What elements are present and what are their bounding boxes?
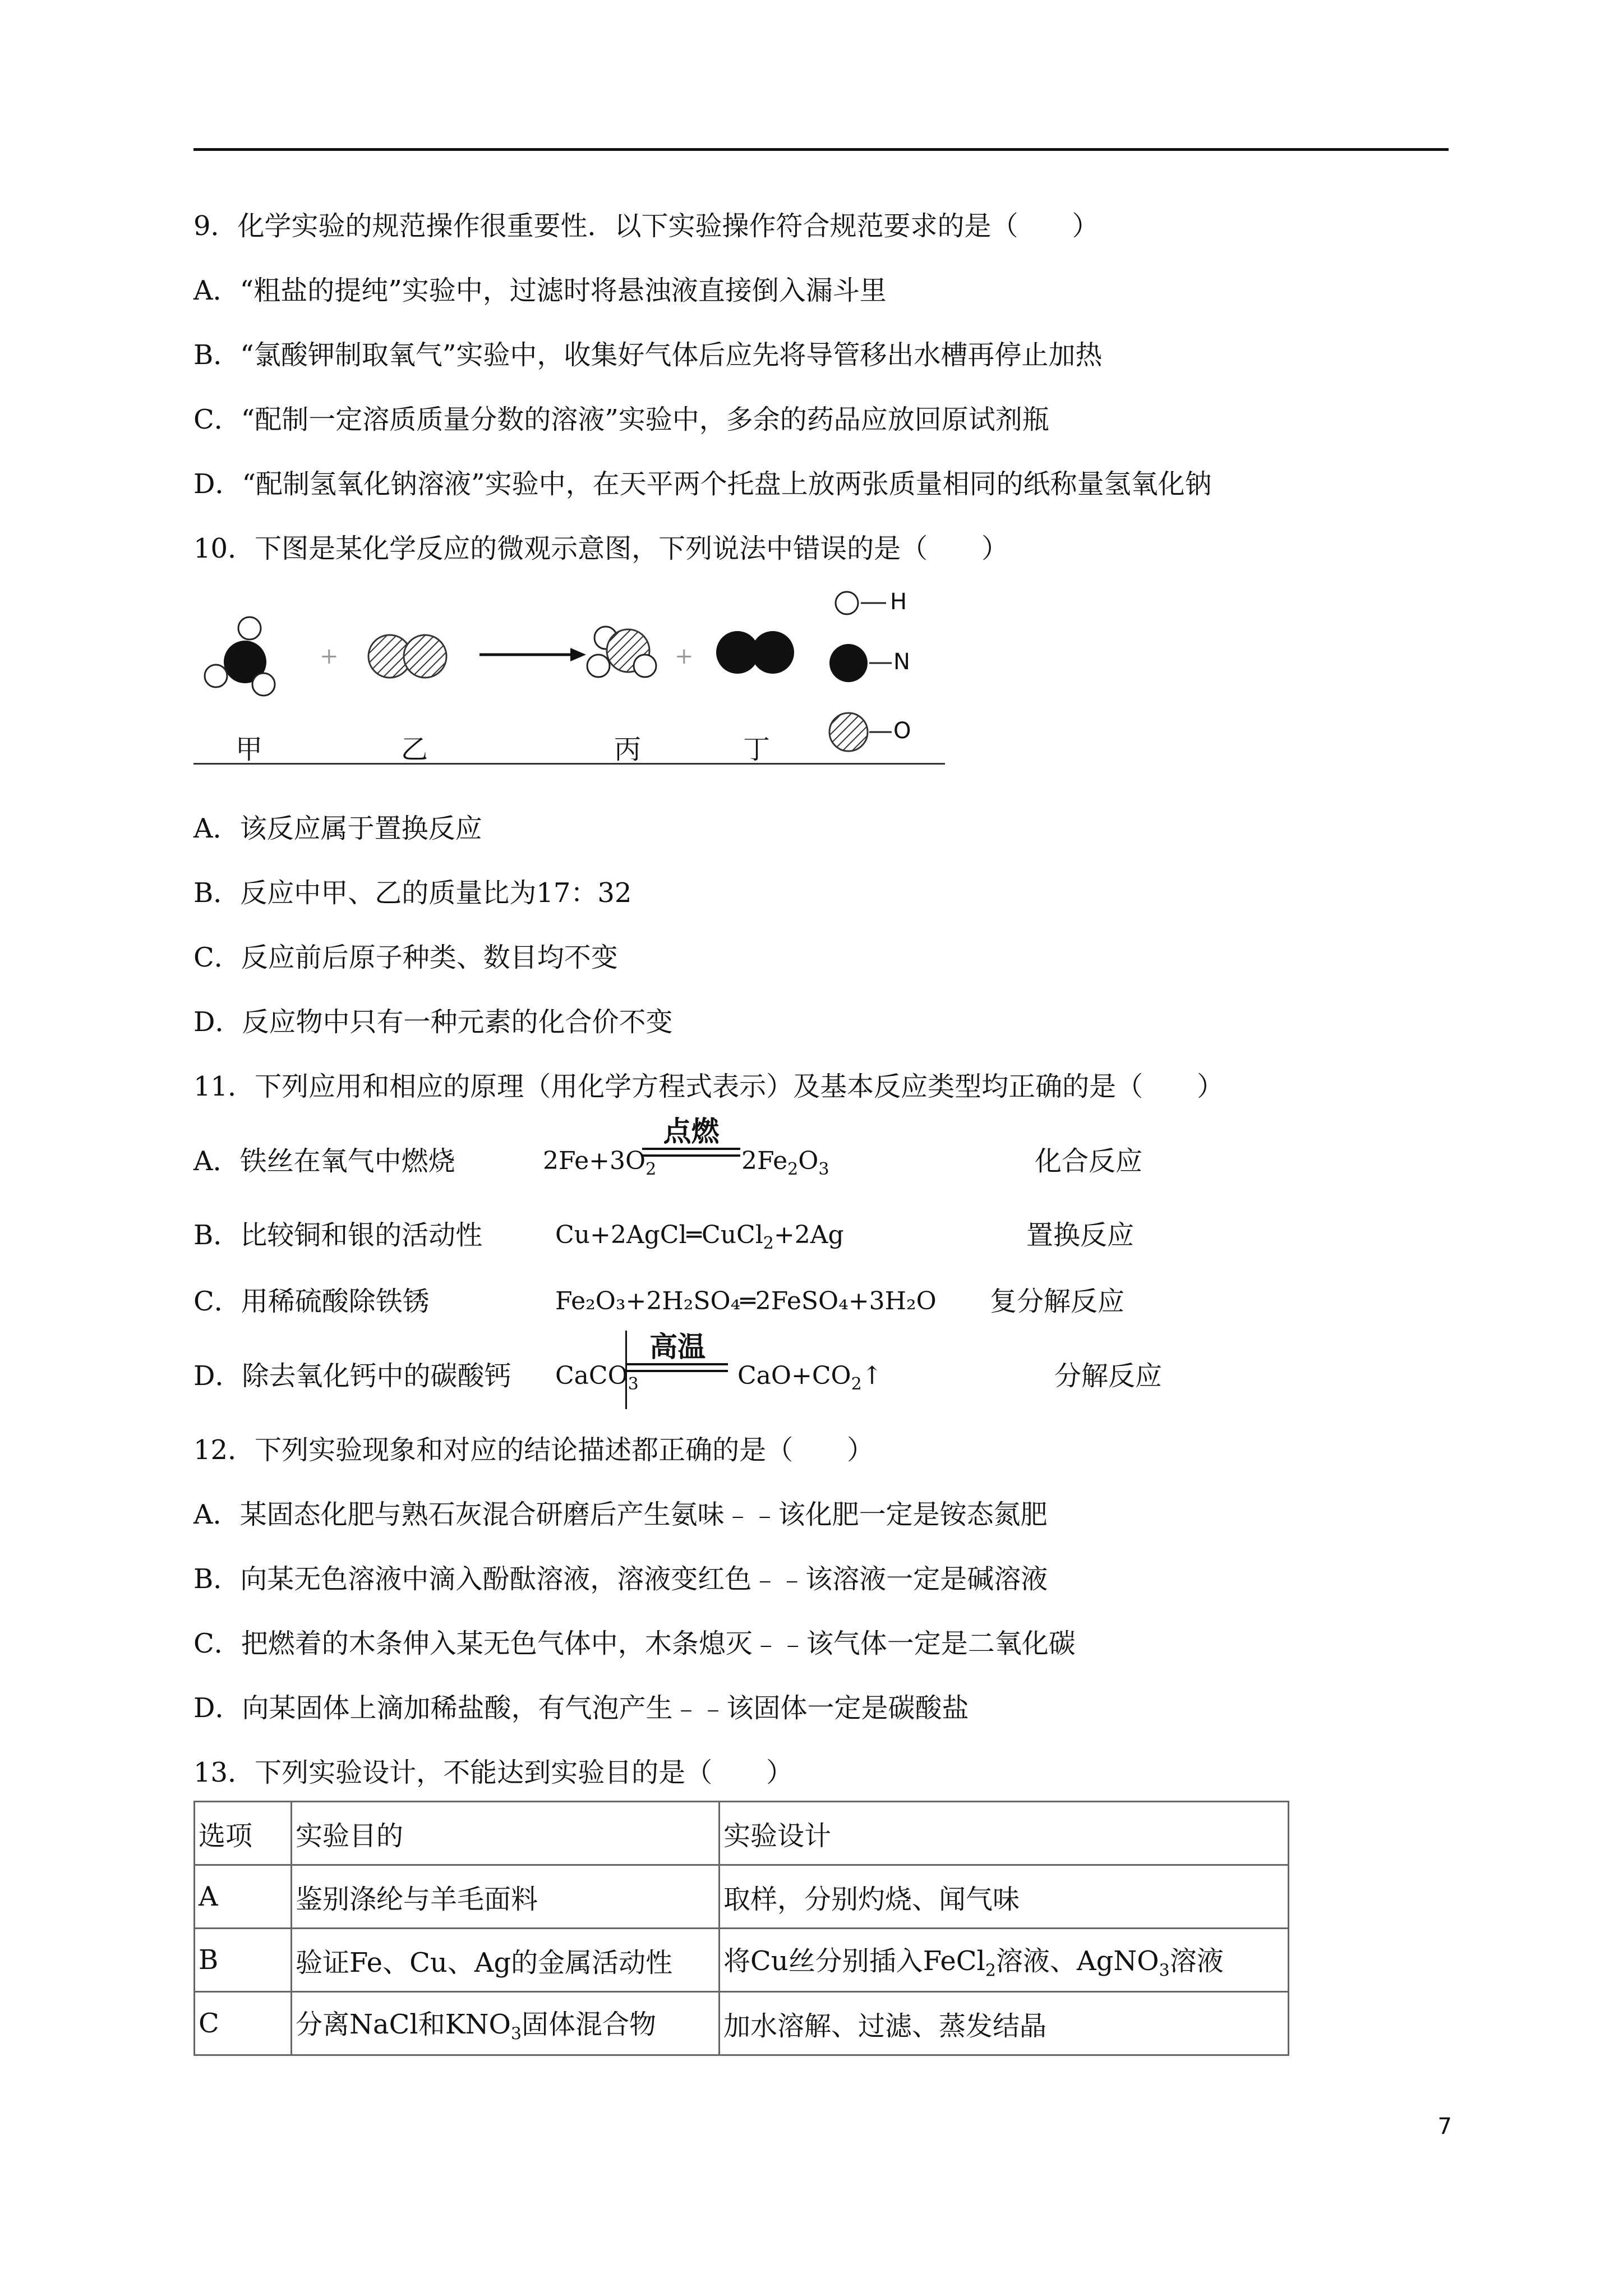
q11-a-condition-sign: 点燃	[642, 1115, 740, 1157]
molecule-ding	[716, 631, 794, 674]
header-rule	[193, 148, 1449, 151]
reaction-diagram	[193, 581, 945, 765]
row-b-design: 将Cu丝分别插入FeCl$_2$溶液、AgNO$_3$溶液	[720, 1929, 1289, 1992]
q13-table	[193, 1801, 1289, 2056]
q12-option-c: C．把燃着的木条伸入某无色气体中，木条熄灭﹣﹣该气体一定是二氧化碳	[193, 1628, 1076, 1659]
header-aim: 实验目的	[292, 1802, 720, 1865]
page-number: 7	[1437, 2114, 1452, 2139]
q11-stem: 11．下列应用和相应的原理（用化学方程式表示）及基本反应类型均正确的是（ ）	[193, 1071, 1224, 1102]
row-a-option: A	[195, 1865, 292, 1929]
q9-option-c: C．“配制一定溶质质量分数的溶液”实验中，多余的药品应放回原试剂瓶	[193, 404, 1049, 435]
legend-o: O	[893, 718, 911, 744]
plus-sign-1: +	[320, 643, 339, 669]
header-design: 实验设计	[720, 1802, 1289, 1865]
q10-option-d: D．反应物中只有一种元素的化合价不变	[193, 1006, 673, 1038]
q10-stem: 10．下图是某化学反应的微观示意图，下列说法中错误的是（ ）	[193, 533, 1009, 564]
q12-option-d: D．向某固体上滴加稀盐酸，有气泡产生﹣﹣该固体一定是碳酸盐	[193, 1692, 969, 1724]
q10-option-a: A．该反应属于置换反应	[193, 813, 482, 844]
label-bing: 丙	[614, 734, 642, 765]
q11-d-lhs: CaCO$_3$	[555, 1361, 639, 1394]
q9-option-a: A．“粗盐的提纯”实验中，过滤时将悬浊液直接倒入漏斗里	[193, 275, 887, 306]
q9-option-d: D．“配制氢氧化钠溶液”实验中，在天平两个托盘上放两张质量相同的纸称量氢氧化钠	[193, 468, 1212, 500]
q11-a-rhs: $2Fe_2O_3$	[741, 1147, 829, 1179]
q11-a-lhs: $2Fe+3O_2$	[543, 1147, 657, 1179]
q9-stem: 9．化学实验的规范操作很重要性．以下实验操作符合规范要求的是（ ）	[193, 210, 1099, 242]
table-row	[195, 1865, 1289, 1929]
q11-d-rhs: $CaO+CO_2↑$	[737, 1361, 883, 1394]
row-b-aim: 验证Fe、Cu、Ag的金属活动性	[292, 1929, 720, 1992]
reaction-arrow	[479, 648, 586, 661]
q11-c-type: 复分解反应	[990, 1286, 1125, 1317]
table-header-row	[195, 1802, 1289, 1865]
header-option: 选项	[195, 1802, 292, 1865]
q11-option-c-label: C．用稀硫酸除铁锈	[193, 1286, 430, 1317]
q9-option-b: B．“氯酸钾制取氧气”实验中，收集好气体后应先将导管移出水槽再停止加热	[193, 339, 1103, 371]
q11-d-condition-sign: 高温	[625, 1331, 728, 1409]
label-ding: 丁	[743, 734, 771, 765]
row-a-aim: 鉴别涤纶与羊毛面料	[292, 1865, 720, 1929]
q12-stem: 12．下列实验现象和对应的结论描述都正确的是（ ）	[193, 1434, 874, 1466]
row-b-option: B	[195, 1929, 292, 1992]
legend-n: N	[893, 649, 910, 675]
q11-a-type: 化合反应	[1035, 1145, 1143, 1177]
row-c-aim: 分离NaCl和$KNO_3$固体混合物	[292, 1992, 720, 2055]
q10-option-b: B．反应中甲、乙的质量比为17：32	[193, 877, 632, 909]
molecule-yi	[368, 635, 446, 678]
label-jia: 甲	[236, 734, 263, 765]
label-yi: 乙	[401, 734, 428, 765]
molecule-bing	[587, 627, 656, 677]
q11-c-equation: Fe₂O₃+2H₂SO₄═2FeSO₄+3H₂O	[555, 1287, 937, 1315]
row-c-design: 加水溶解、过滤、蒸发结晶	[720, 1992, 1289, 2055]
q11-option-d-label: D．除去氧化钙中的碳酸钙	[193, 1360, 511, 1392]
q12-option-a: A．某固态化肥与熟石灰混合研磨后产生氨味﹣﹣该化肥一定是铵态氮肥	[193, 1499, 1048, 1530]
table-row	[195, 1929, 1289, 1992]
plus-sign-2: +	[675, 643, 694, 669]
q13-stem: 13．下列实验设计，不能达到实验目的是（ ）	[193, 1757, 794, 1788]
q10-option-c: C．反应前后原子种类、数目均不变	[193, 942, 618, 973]
q11-d-type: 分解反应	[1054, 1360, 1163, 1392]
molecule-jia	[205, 617, 275, 696]
table-row	[195, 1992, 1289, 2055]
reaction-molecules	[193, 581, 945, 763]
row-a-design: 取样，分别灼烧、闻气味	[720, 1865, 1289, 1929]
row-c-option: C	[195, 1992, 292, 2055]
q11-option-b-label: B．比较铜和银的活动性	[193, 1220, 483, 1251]
q11-option-a-label: A．铁丝在氧气中燃烧	[193, 1145, 455, 1177]
q11-b-type: 置换反应	[1026, 1220, 1135, 1251]
legend-h: H	[890, 589, 907, 615]
q12-option-b: B．向某无色溶液中滴入酚酞溶液，溶液变红色﹣﹣该溶液一定是碱溶液	[193, 1563, 1048, 1595]
legend-symbols	[829, 592, 892, 751]
q11-b-equation: Cu+2AgCl═CuCl$_2$+2Ag	[555, 1221, 844, 1253]
